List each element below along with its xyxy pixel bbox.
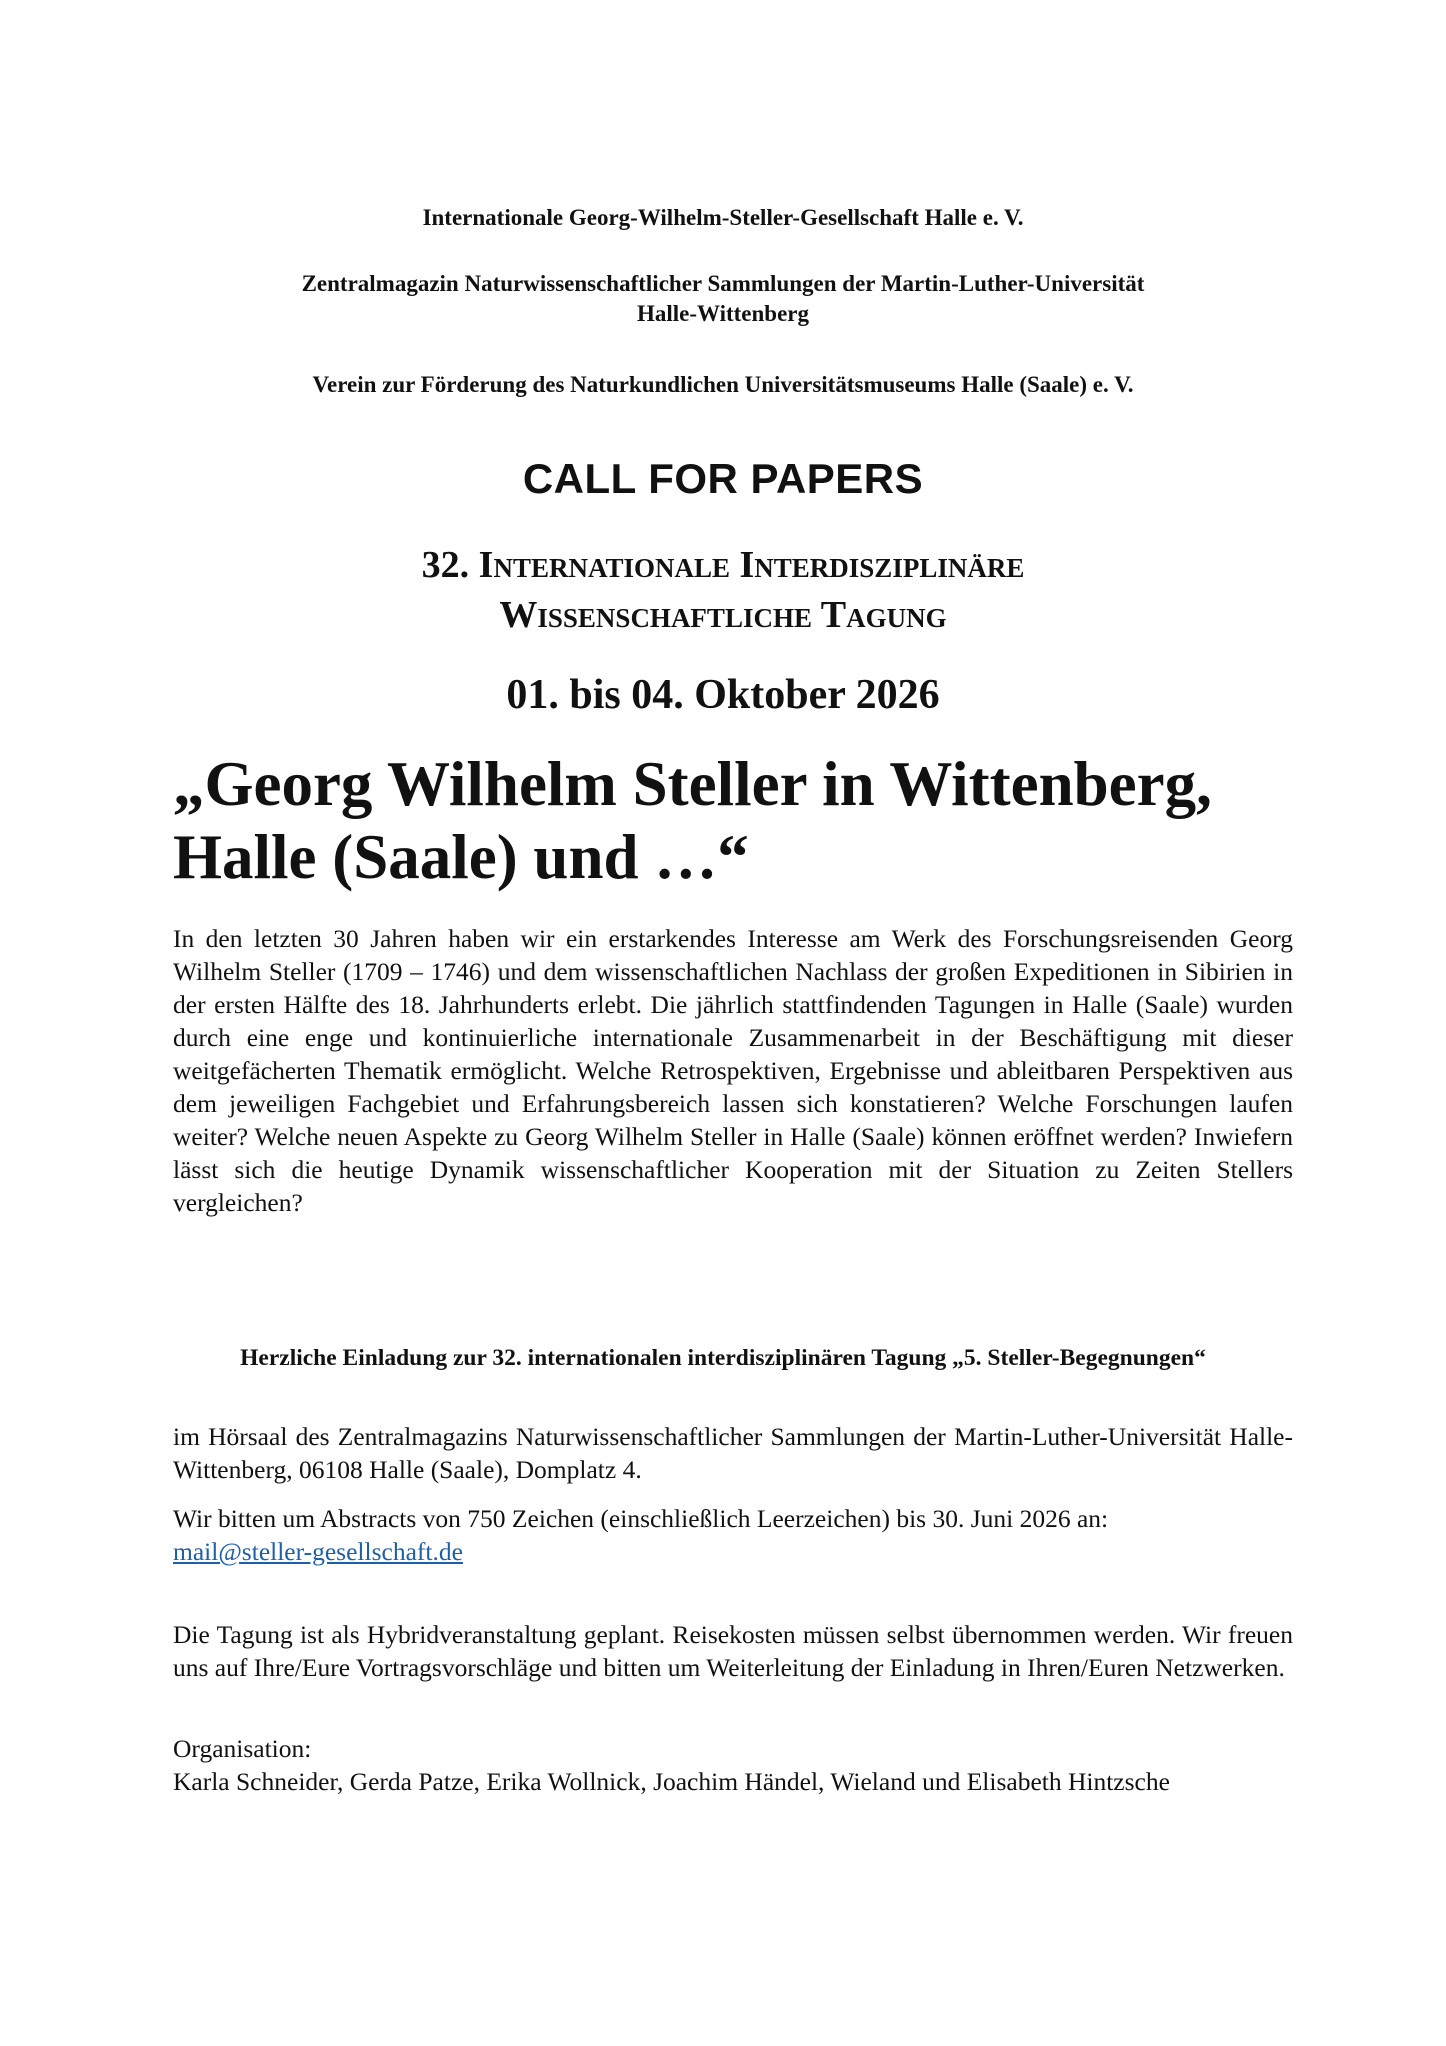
conference-title	[173, 748, 1293, 894]
intro-paragraph: In den letzten 30 Jahren haben wir ein erstarkendes Interesse am Werk des Forschungsreisenden Georg Wilhelm Steller (1709 – 1746) und dem wissenschaftlichen Nachlass der großen Expeditionen in Sibirien in der ersten Hälfte des 18. Jahrhunderts erlebt. Die jährlich stattfindenden Tagungen in Halle (Saale) wurden durch eine enge und kontinuierliche internationale Zusammenarbeit in der Beschäftigung mit dieser weitgefächerten Thematik ermöglicht. Welche Retrospektiven, Ergebnisse und ableitbaren Perspektiven aus dem jeweiligen Fachgebiet und Erfahrungsbereich lassen sich konstatieren? Welche Forschungen laufen weiter? Welche neuen Aspekte zu Georg Wilhelm Steller in Halle (Saale) können eröffnet werden? Inwiefern lässt sich die heutige Dynamik wissenschaftlicher Kooperation mit der Situation zu Zeiten Stellers vergleichen?	[173, 924, 1293, 1217]
conference-dates: 01. bis 04. Oktober 2026	[506, 672, 940, 718]
abstracts-text: Wir bitten um Abstracts von 750 Zeichen (einschließlich Leerzeichen) bis 30. Juni 2026 an:	[173, 1504, 1109, 1533]
organizer-zentralmagazin	[0, 269, 1446, 329]
call-for-papers-heading: CALL FOR PAPERS	[522, 455, 924, 502]
conference-heading-line2: Wissenschaftliche Tagung	[499, 594, 947, 636]
organizer-foerderverein: Verein zur Förderung des Naturkundlichen Universitätsmuseums Halle (Saale) e. V.	[312, 372, 1134, 397]
hybrid-paragraph: Die Tagung ist als Hybridveranstaltung geplant. Reisekosten müssen selbst übernommen werden. Wir freuen uns auf Ihre/Eure Vortragsvorschläge und bitten um Weiterleitung der Einladung in Ihren/Euren Netzwerken.	[173, 1620, 1293, 1682]
organizer-zentralmagazin-line1: Zentralmagazin Naturwissenschaftlicher Sammlungen der Martin-Luther-Universität	[301, 271, 1145, 296]
organizer-zentralmagazin-line2: Halle-Wittenberg	[636, 301, 810, 326]
abstracts-paragraph	[173, 1502, 1293, 1568]
conference-heading	[0, 540, 1446, 640]
organisation-block	[173, 1732, 1293, 1798]
conference-title-line1: „Georg Wilhelm Steller in Wittenberg,	[173, 749, 1212, 819]
email-link[interactable]: mail@steller-gesellschaft.de	[173, 1537, 463, 1566]
conference-heading-line1: 32. Internationale Interdisziplinäre	[421, 544, 1025, 586]
organisation-names: Karla Schneider, Gerda Patze, Erika Wollnick, Joachim Händel, Wieland und Elisabeth Hintzsche	[173, 1767, 1170, 1796]
venue-paragraph: im Hörsaal des Zentralmagazins Naturwissenschaftlicher Sammlungen der Martin-Luther-Universität Halle-Wittenberg, 06108 Halle (Saale), Domplatz 4.	[173, 1422, 1293, 1484]
organizer-steller-society: Internationale Georg-Wilhelm-Steller-Gesellschaft Halle e. V.	[422, 205, 1024, 230]
invitation-line: Herzliche Einladung zur 32. internationalen interdisziplinären Tagung „5. Steller-Begegnungen“	[240, 1345, 1206, 1371]
conference-title-line2: Halle (Saale) und …“	[173, 822, 749, 892]
organisation-label: Organisation:	[173, 1734, 312, 1763]
